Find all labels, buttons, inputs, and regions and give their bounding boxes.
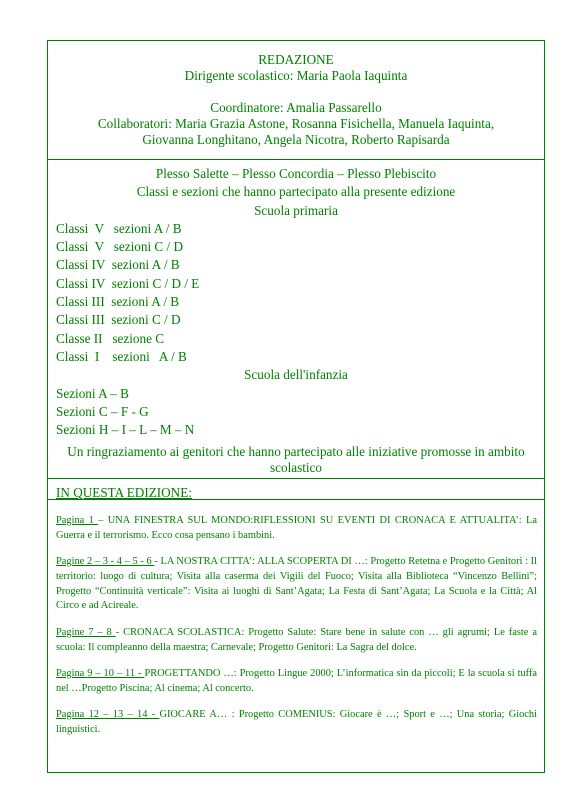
edizione-title: IN QUESTA EDIZIONE: (56, 485, 192, 500)
contents-text: - LA NOSTRA CITTA’: ALLA SCOPERTA DI …: Progetto Retetna e Progetto Genitori : Il territorio: luogo di cultura; Visita alla caserma dei Vigili del Fuoco; Visita alla Biblioteca “Vincenzo Bellini”; Progetto “Continuità verticale”: Visita ai luoghi di Sant’Agata; La Festa di Sant’Agata; La Scuola e la Città; Al Circo e ad Acireale. (56, 556, 538, 612)
page-ref: Pagina 12 – 13 – 14 - (56, 708, 160, 720)
contents-item (56, 708, 537, 738)
class-list-item: Classe II sezione C (56, 330, 165, 346)
collaboratori-line-1: Collaboratori: Maria Grazia Astone, Rosanna Fisichella, Manuela Iaquinta, (97, 116, 495, 131)
dirigente-line: Dirigente scolastico: Maria Paola Iaquinta (184, 68, 408, 83)
infanzia-title: Scuola dell'infanzia (244, 367, 348, 383)
section-list-item: Sezioni A – B (56, 385, 129, 401)
divider (48, 478, 544, 479)
contents-item (56, 514, 537, 544)
divider (48, 499, 544, 500)
class-list-item: Classi III sezioni C / D (56, 312, 181, 328)
contents-list (56, 514, 537, 749)
contents-item (56, 626, 537, 656)
class-list-item: Classi IV sezioni A / B (56, 257, 180, 273)
contents-text: - CRONACA SCOLASTICA: Progetto Salute: Stare bene in salute con … gli agrumi; Le faste a scuola: Il compleanno della maestra; Carnevale; Progetto Genitori: La Sagra del dolce. (56, 626, 537, 653)
divider (48, 159, 544, 160)
plessi-section (48, 165, 544, 475)
page-ref: Pagina 9 – 10 – 11 - (56, 667, 145, 679)
section-list-item: Sezioni C – F - G (56, 403, 149, 419)
contents-item (56, 667, 537, 697)
contents-text: – UNA FINESTRA SUL MONDO:RIFLESSIONI SU EVENTI DI CRONACA E ATTUALITA’: La Guerra e il terrorismo. Ecco cosa pensano i bambini. (56, 515, 538, 541)
class-list-item: Classi V sezioni A / B (56, 220, 182, 236)
plessi-title: Plesso Salette – Plesso Concordia – Plesso Plebiscito (155, 166, 437, 181)
coordinatore-line: Coordinatore: Amalia Passarello (210, 100, 382, 115)
section-list-item: Sezioni H – I – L – M – N (56, 422, 195, 438)
redazione-title: REDAZIONE (258, 52, 334, 67)
contents-text: GIOCARE A… : Progetto COMENIUS: Giocare è …; Sport e …; Una storia; Giochi linguistici. (56, 708, 537, 735)
primaria-title: Scuola primaria (254, 202, 338, 218)
class-list-item: Classi IV sezioni C / D / E (56, 275, 200, 291)
collaboratori-line-2: Giovanna Longhitano, Angela Nicotra, Roberto Rapisarda (142, 132, 450, 147)
plessi-subtitle: Classi e sezioni che hanno partecipato alla presente edizione (136, 184, 456, 200)
contents-text: PROGETTANDO …: Progetto Lingue 2000; L’informatica sin da piccoli; E la scuola si tuffa nel …Progetto Piscina; Al cinema; Al concerto. (56, 667, 538, 694)
page-ref: Pagina 1 (56, 515, 99, 526)
class-list-item: Classi V sezioni C / D (56, 239, 184, 255)
class-list-item: Classi I sezioni A / B (56, 348, 187, 364)
class-list-item: Classi III sezioni A / B (56, 294, 180, 310)
page-ref: Pagine 7 – 8 (56, 626, 116, 638)
page-ref: Pagine 2 – 3 - 4 – 5 - 6 (56, 556, 155, 568)
redazione-section (48, 52, 544, 148)
contents-item (56, 555, 537, 614)
ringraziamento-text: Un ringraziamento ai genitori che hanno partecipato alle iniziative promosse in ambito scolastico (67, 444, 525, 475)
newsletter-frame (47, 40, 545, 773)
